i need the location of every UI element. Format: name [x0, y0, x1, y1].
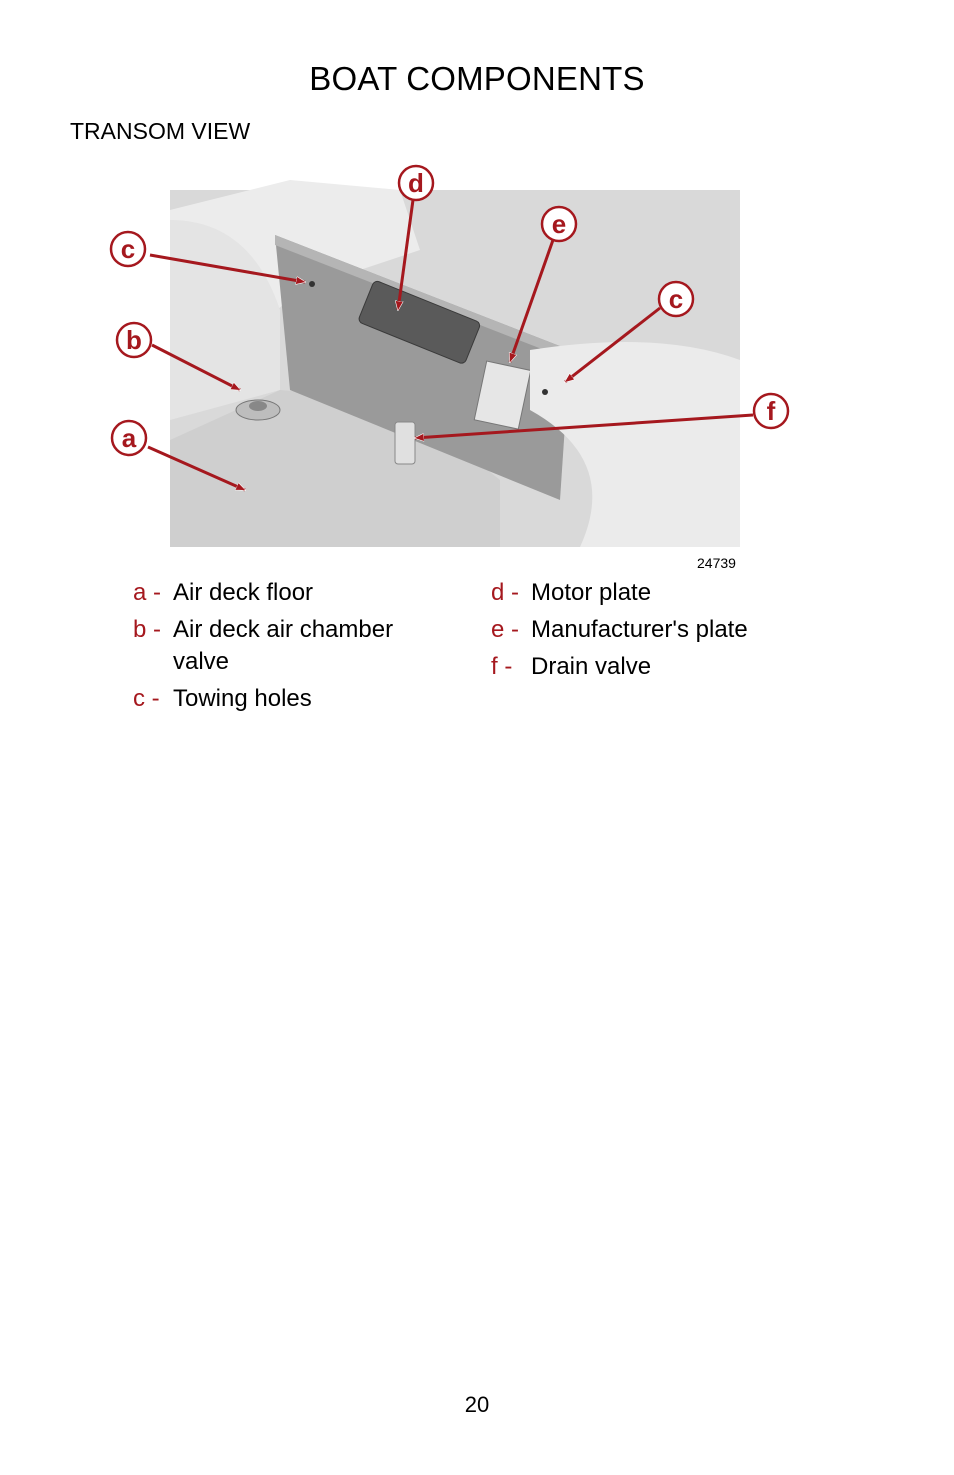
legend-key: c - — [133, 685, 160, 712]
legend-key: f - — [491, 653, 513, 680]
callout-d-label: d — [408, 168, 424, 198]
legend-item — [491, 651, 821, 683]
legend-column-2 — [491, 577, 821, 688]
legend-text: Drain valve — [531, 653, 652, 680]
page-title: BOAT COMPONENTS — [309, 60, 645, 97]
legend-item — [133, 577, 453, 609]
section-title: TRANSOM VIEW — [70, 118, 251, 144]
callout-a-label: a — [121, 423, 137, 453]
boat-photo — [170, 180, 740, 547]
callout-c-right-label: c — [668, 284, 684, 314]
callout-e-label: e — [551, 209, 567, 239]
callout-e — [542, 207, 576, 241]
legend-text: Air deck floor — [173, 579, 314, 606]
legend-key: a - — [133, 579, 162, 606]
callout-b-label: b — [126, 325, 142, 355]
page-number: 20 — [464, 1392, 490, 1417]
legend-item — [491, 577, 821, 609]
figure-number: 24739 — [697, 555, 736, 571]
legend-column-1 — [133, 577, 453, 720]
legend-text: Motor plate — [531, 579, 652, 606]
legend-item — [133, 614, 453, 678]
transom-figure — [100, 160, 820, 580]
callout-c-left-label: c — [120, 234, 136, 264]
legend-text: Towing holes — [173, 685, 312, 712]
legend-key: e - — [491, 616, 520, 643]
callout-b — [117, 323, 151, 357]
legend-item — [133, 683, 453, 715]
legend-key: d - — [491, 579, 520, 606]
callout-d — [399, 166, 433, 200]
legend-item — [491, 614, 821, 646]
callout-f-label: f — [766, 396, 776, 426]
transom-illustration — [100, 160, 820, 580]
callout-c-right — [659, 282, 693, 316]
legend-text: Manufacturer's plate — [531, 616, 748, 643]
legend-key: b - — [133, 616, 162, 643]
callout-c-left — [111, 232, 145, 266]
legend-text: Air deck air chamber valve — [173, 616, 394, 675]
callout-a — [112, 421, 146, 455]
callout-f — [754, 394, 788, 428]
